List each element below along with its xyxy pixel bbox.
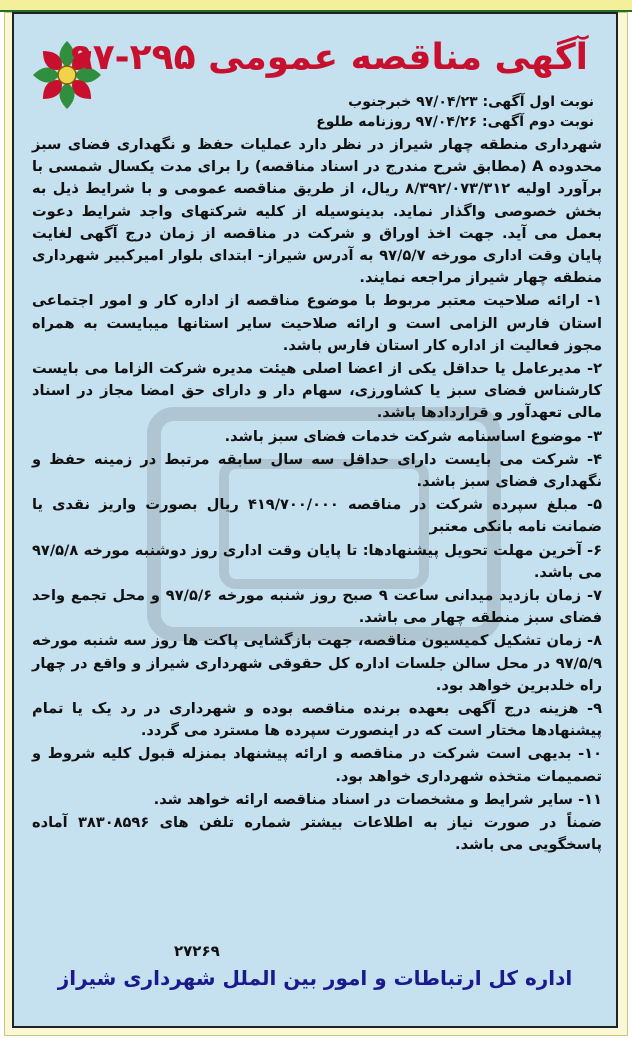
advertisement-body <box>32 134 602 858</box>
issuer-signature: اداره کل ارتباطات و امور بین الملل شهرداری شیراز <box>57 966 573 990</box>
first-publication: نوبت اول آگهی: ۹۷/۰۴/۲۳ خبرجنوب <box>348 94 594 110</box>
condition-item: ۹- هزینه درج آگهی بعهده برنده مناقصه بوده و شهرداری در رد یک یا تمام پیشنهادها مختار است که در اینصورت سپرده ها مسترد می گردد. <box>32 700 602 740</box>
condition-item: ۲- مدیرعامل یا حداقل یکی از اعضا اصلی هیئت مدیره شرکت الزاما می بایست کارشناس فضای سبز یا کشاورزی، سهام دار و دارای حق امضا مجاز در اسناد مالی تعهدآور و قراردادها باشد. <box>32 360 602 422</box>
top-strip <box>0 0 632 12</box>
condition-item: ۳- موضوع اساسنامه شرکت خدمات فضای سبز باشد. <box>224 427 602 445</box>
closing-note: ضمناً در صورت نیاز به اطلاعات بیشتر شماره تلفن های ۳۸۳۰۸۵۹۶ آماده پاسخگویی می باشد. <box>32 814 602 854</box>
condition-item: ۷- زمان بازدید میدانی ساعت ۹ صبح روز شنبه مورخه ۹۷/۵/۶ و محل تجمع واحد فضای سبز منطقه چهار می باشد. <box>32 587 602 627</box>
condition-item: ۸- زمان تشکیل کمیسیون مناقصه، جهت بازگشایی پاکت ها روز سه شنبه مورخه ۹۷/۵/۹ در محل سالن جلسات اداره کل حقوقی شهرداری شیراز و واقع در چهار راه خلدبرین خواهد بود. <box>32 632 602 694</box>
second-publication: نوبت دوم آگهی: ۹۷/۰۴/۲۶ روزنامه طلوع <box>316 114 594 130</box>
condition-item: ۵- مبلغ سپرده شرکت در مناقصه ۴۱۹/۷۰۰/۰۰۰ ریال بصورت واریز نقدی یا ضمانت نامه بانکی معتبر <box>32 496 602 536</box>
condition-item: ۴- شرکت می بایست دارای حداقل سه سال سابقه مرتبط در زمینه حفظ و نگهداری فضای سبز باشد. <box>32 450 602 491</box>
extra-phone-number: ۲۷۲۶۹ <box>174 942 220 960</box>
page-title: آگهی مناقصه عمومی ۲۹۵-۹۷ <box>70 37 588 78</box>
condition-item: ۶- آخرین مهلت تحویل پیشنهادها: تا پایان وقت اداری روز دوشنبه مورخه ۹۷/۵/۸ می باشد. <box>32 541 602 581</box>
advertisement-card <box>12 12 618 1028</box>
condition-item: ۱۰- بدیهی است شرکت در مناقصه و ارائه پیشنهاد بمنزله قبول کلیه شروط و تصمیمات متخذه شهرداری خواهد بود. <box>32 745 602 785</box>
condition-item: ۱- ارائه صلاحیت معتبر مربوط با موضوع مناقصه از اداره کار و امور اجتماعی استان فارس الزامی است و ارائه صلاحیت سایر استانها میبایست به همراه مجوز فعالیت از اداره کار استان فارس باشد. <box>32 292 602 354</box>
intro-paragraph: شهرداری منطقه چهار شیراز در نظر دارد عملیات حفظ و نگهداری فضای سبز محدوده A (مطابق شرح مندرج در اسناد مناقصه) را برای مدت یکسال شمسی با برآورد اولیه ۸/۳۹۲/۰۷۳/۳۱۲ ریال، از طریق مناقصه عمومی و با شرایط ذیل به بخش خصوصی واگذار نماید. بدینوسیله از کلیه شرکتهای واجد شرایط دعوت بعمل می آید. جهت اخذ اوراق و شرکت در مناقصه از زمان درج آگهی لغایت پایان وقت اداری مورخه ۹۷/۵/۷ به آدرس شیراز- ابتدای بلوار امیرکبیر شهرداری منطقه چهار شیراز مراجعه نمایند. <box>32 136 603 287</box>
condition-item: ۱۱- سایر شرایط و مشخصات در اسناد مناقصه ارائه خواهد شد. <box>153 790 602 808</box>
